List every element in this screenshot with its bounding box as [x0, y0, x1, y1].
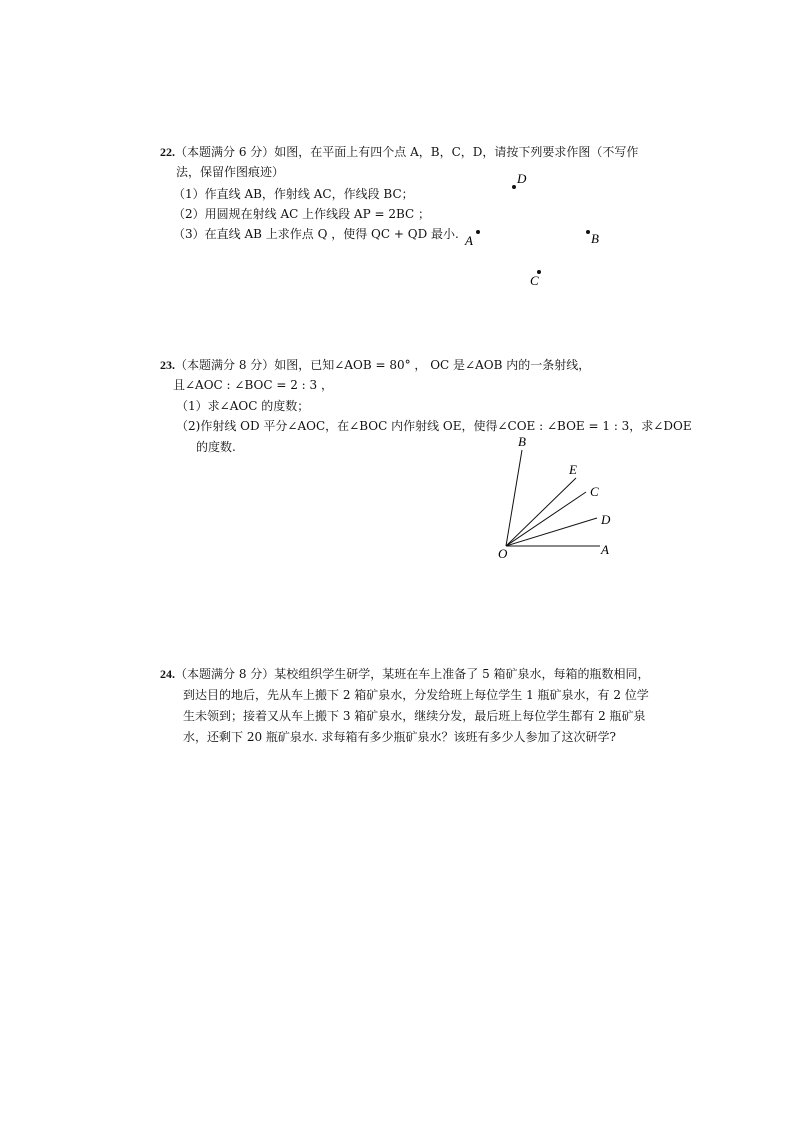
- q22-line2: 法，保留作图痕迹）: [176, 165, 285, 179]
- q22-points-figure: [455, 168, 655, 298]
- q24-header-text: （本题满分 8 分）某校组织学生研学，某班在车上准备了 5 箱矿泉水，每箱的瓶数相同，: [175, 667, 650, 681]
- label-a: A: [465, 233, 473, 248]
- label-b: B: [518, 434, 526, 449]
- ray-oc: [506, 492, 586, 546]
- q24-line4: 水，还剩下 20 瓶矿泉水. 求每箱有多少瓶矿泉水？该班有多少人参加了这次研学?: [183, 730, 616, 744]
- q23-item-3: 的度数.: [196, 440, 236, 454]
- point-d: [512, 185, 516, 189]
- label-d: D: [601, 512, 611, 527]
- q23-line1: [160, 357, 590, 373]
- label-o: O: [498, 546, 508, 561]
- q23-item-1: （1）求∠AOC 的度数；: [176, 399, 310, 413]
- label-c: C: [530, 273, 539, 288]
- point-b: [586, 230, 590, 234]
- label-d: D: [517, 171, 527, 186]
- label-b: B: [591, 231, 599, 246]
- q23-header-text: （本题满分 8 分）如图，已知∠AOB = 80° ， OC 是∠AOB 内的一条射线，: [175, 358, 591, 372]
- q23-number: 23.: [160, 358, 175, 372]
- q24-line2: 到达目的地后，先从车上搬下 2 箱矿泉水，分发给班上每位学生 1 瓶矿泉水，有 2 位学: [183, 688, 649, 702]
- q22-item-2: （2）用圆规在射线 AC 上作线段 AP = 2BC ；: [173, 207, 431, 221]
- q22-item-1: （1）作直线 AB，作射线 AC，作线段 BC；: [173, 187, 414, 201]
- q24-line3: 生未领到；接着又从车上搬下 3 箱矿泉水，继续分发，最后班上每位学生都有 2 瓶矿泉: [183, 709, 646, 723]
- label-a: A: [601, 542, 609, 557]
- q22-number: 22.: [160, 145, 175, 159]
- q23-item-2: （2)作射线 OD 平分∠AOC，在∠BOC 内作射线 OE，使得∠COE : ∠BOE = 1 : 3，求∠DOE: [176, 419, 692, 433]
- ray-ob: [506, 450, 522, 546]
- ray-oe: [506, 478, 576, 546]
- label-e: E: [569, 462, 577, 477]
- q23-line2: 且∠AOC : ∠BOC = 2 : 3 ，: [173, 378, 333, 392]
- ray-od: [506, 518, 597, 546]
- q22-line1: [160, 144, 638, 160]
- q22-header-text: （本题满分 6 分）如图，在平面上有四个点 A，B，C，D，请按下列要求作图（不写作: [175, 145, 639, 159]
- q23-angle-figure: [490, 432, 630, 562]
- q24-line1: [160, 666, 650, 682]
- q22-item-3: （3）在直线 AB 上求作点 Q ，使得 QC + QD 最小.: [173, 227, 459, 241]
- point-a: [476, 230, 480, 234]
- label-c: C: [590, 484, 599, 499]
- q24-number: 24.: [160, 667, 175, 681]
